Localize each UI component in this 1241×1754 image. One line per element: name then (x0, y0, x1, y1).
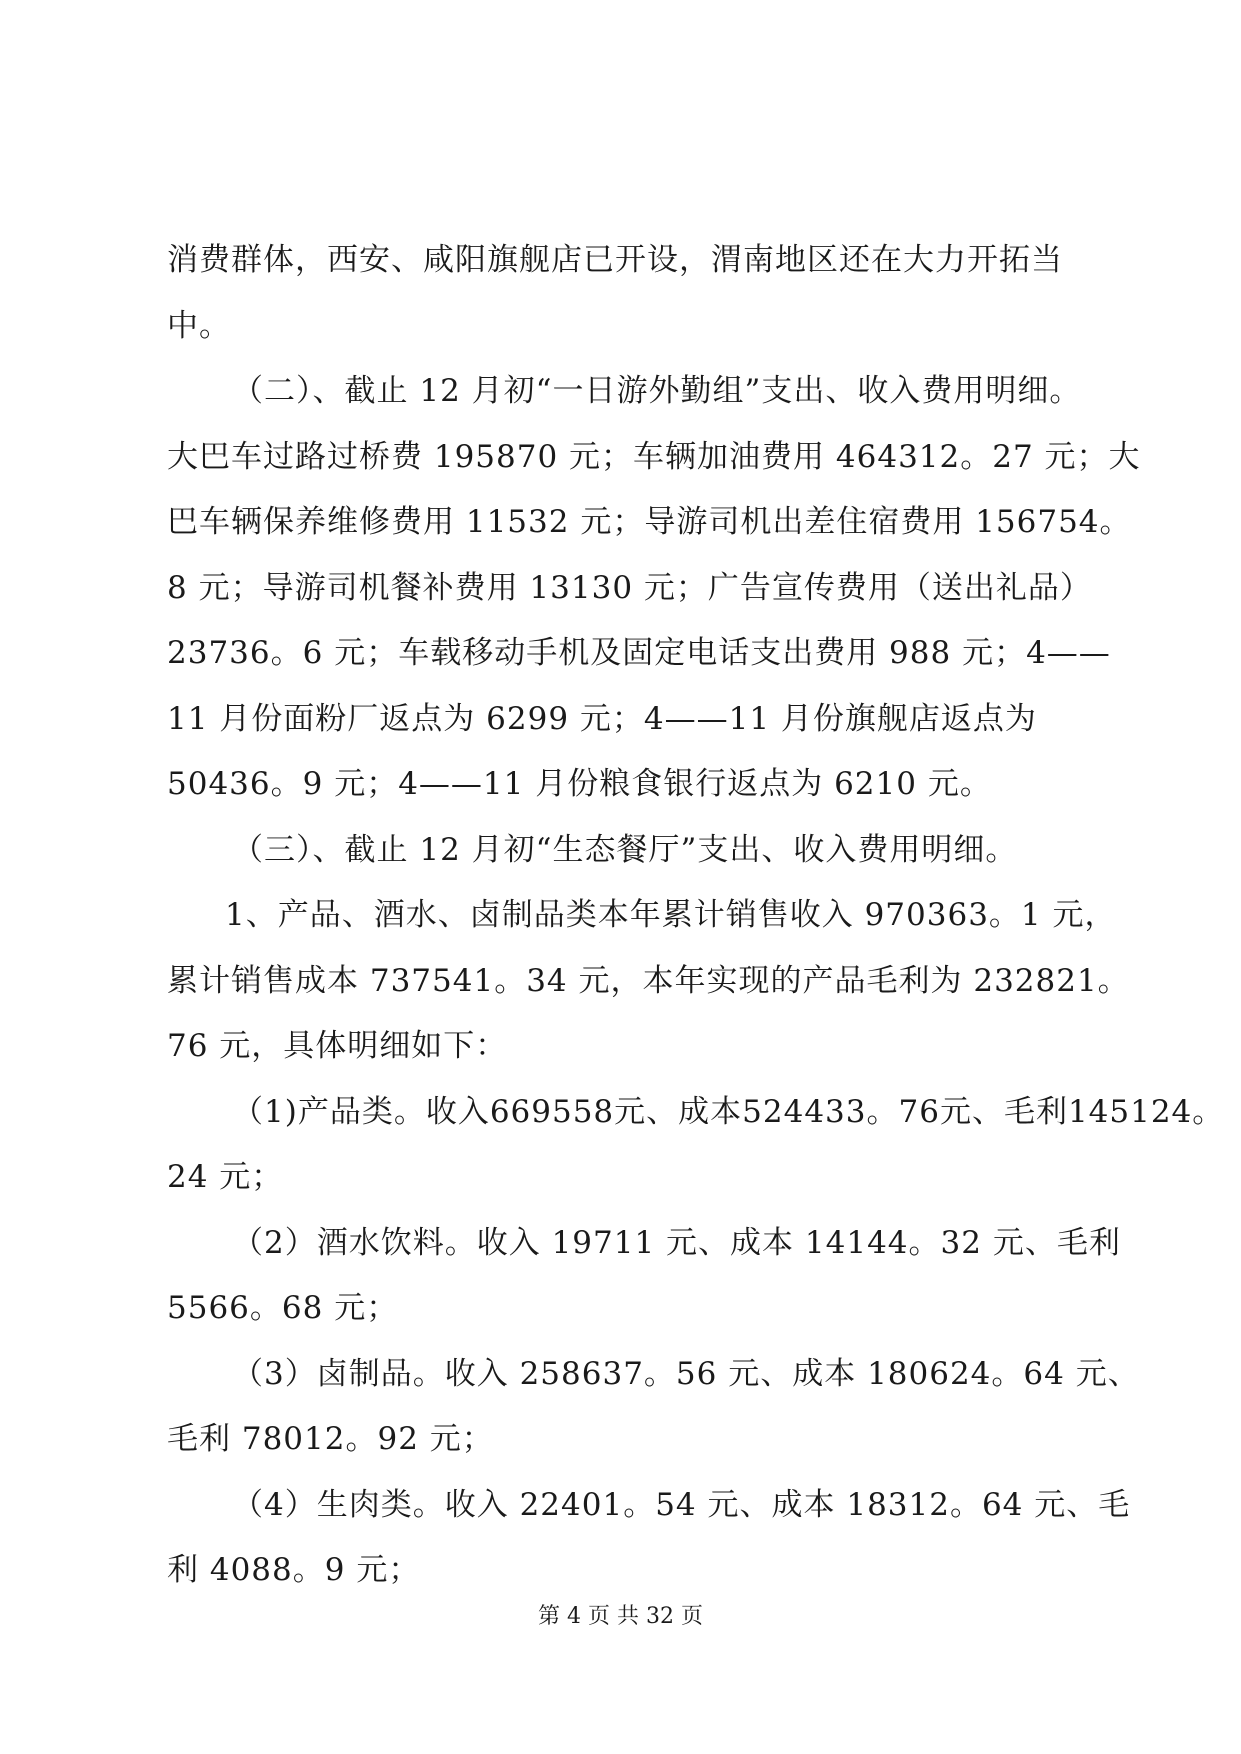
text-line: 50436。9 元；4——11 月份粮食银行返点为 6210 元。 (167, 766, 992, 802)
text-line: 累计销售成本 737541。34 元，本年实现的产品毛利为 232821。 (167, 962, 1130, 999)
text-line: 11 月份面粉厂返点为 6299 元；4——11 月份旗舰店返点为 (167, 700, 1037, 737)
text-line: 23736。6 元；车载移动手机及固定电话支出费用 988 元；4—— (167, 635, 1111, 671)
text-line: 24 元； (167, 1159, 284, 1195)
body-text (167, 228, 1225, 1604)
text-line: 中。 (167, 307, 231, 344)
text-line: 大巴车过路过桥费 195870 元；车辆加油费用 464312。27 元；大 (167, 438, 1141, 475)
list-item: （4）生肉类。收入 22401。54 元、成本 18312。64 元、毛 (232, 1486, 1131, 1523)
section-heading: （三）、截止 12 月初“生态餐厅”支出、收入费用明细。 (232, 831, 1018, 868)
text-line: 毛利 78012。92 元； (167, 1421, 494, 1457)
text-line: 巴车辆保养维修费用 11532 元；导游司机出差住宿费用 156754。 (167, 504, 1132, 540)
list-item: （3）卤制品。收入 258637。56 元、成本 180624。64 元、 (232, 1355, 1140, 1392)
text-line: 8 元；导游司机餐补费用 13130 元；广告宣传费用（送出礼品） (167, 569, 1092, 606)
page-number-footer: 第 4 页 共 32 页 (538, 1604, 703, 1629)
text-line: 1、产品、酒水、卤制品类本年累计销售收入 970363。1 元， (225, 897, 1117, 933)
text-line: 利 4088。9 元； (167, 1552, 421, 1588)
text-line: 76 元，具体明细如下： (167, 1028, 508, 1064)
text-line: 5566。68 元； (167, 1290, 399, 1326)
section-heading: （二）、截止 12 月初“一日游外勤组”支出、收入费用明细。 (232, 373, 1082, 409)
text-line: 消费群体，西安、咸阳旗舰店已开设，渭南地区还在大力开拓当 (167, 242, 1063, 278)
list-item: （2）酒水饮料。收入 19711 元、成本 14144。32 元、毛利 (232, 1224, 1121, 1261)
list-item: （1)产品类。收入669558元、成本524433。76元、毛利145124。 (232, 1093, 1225, 1130)
